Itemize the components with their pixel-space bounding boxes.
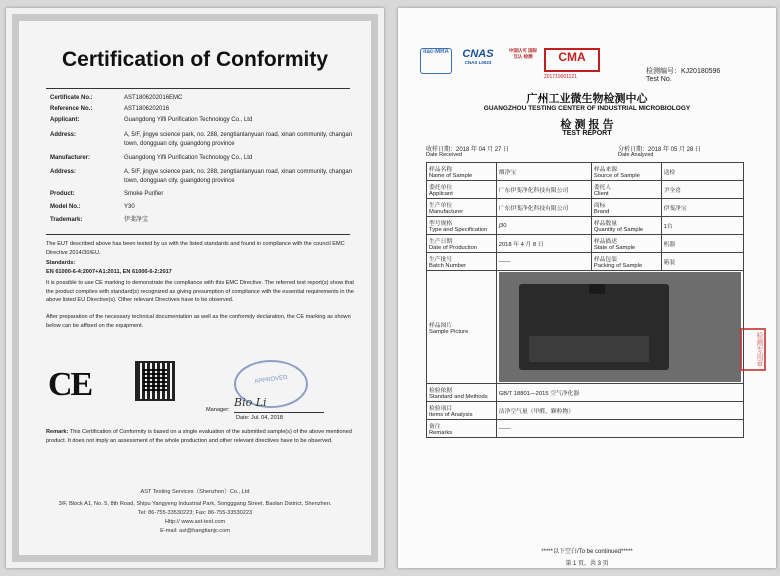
ilac-mra-logo-icon: ilac-MRA bbox=[420, 48, 452, 74]
to-be-continued: *****以下空白/To be continued***** bbox=[541, 549, 633, 555]
table-row: 检验项目 Items of Analysis 洁净空气量（甲醛、颗粒物） bbox=[427, 402, 744, 420]
test-no-label: Test No. bbox=[646, 76, 672, 83]
remark: Remark: This Certification of Conformity is based on a single evaluation of the submitted sample(s) of the above mentioned product. It does not imply an assessment of the whole production and other relevant directives have to be observed. bbox=[46, 429, 352, 444]
signature-date: Date: Jul. 04, 2018 bbox=[236, 415, 283, 421]
cma-logo-icon: CMA bbox=[544, 48, 600, 72]
field-reference-no: Reference No.: AST1806202016 bbox=[50, 106, 170, 112]
field-manufacturer: Manufacturer: Guangdong Yifli Purification Technology Co., Ltd bbox=[50, 155, 253, 161]
ce-marking-paragraph: It is possible to use CE marking to demonstrate the compliance with this EMC Directive. The referred test report(s) show that the product complies with standard(s) recognized as giving presumption of compliance with the essential requirements in the above listed EU Directive(s). Other relevant Directives have to be observed. bbox=[46, 280, 354, 304]
field-certificate-no: Certificate No.: AST1806202016EMC bbox=[50, 95, 183, 101]
page-number: 第 1 页，共 3 页 bbox=[565, 561, 609, 567]
date-analyzed: 分析日期：2018 年 05 月 28 日 bbox=[618, 147, 702, 153]
report-title-cn: 检 测 报 告 bbox=[560, 119, 614, 131]
org-name-en: GUANGZHOU TESTING CENTER OF INDUSTRIAL MICROBIOLOGY bbox=[483, 105, 691, 112]
signature-line bbox=[234, 412, 324, 413]
certificate-title: Certification of Conformity bbox=[62, 48, 328, 71]
footer-address: 3/F, Block A1, No. 5, 8th Road, Shipu Yangyeng Industrial Park, Songggang Street, Baolan District, Shenzhen. bbox=[58, 501, 332, 507]
cnas-logo-icon: CNAS CNAS L0023 bbox=[462, 48, 494, 65]
report-number: 检测编号：KJ20180596 bbox=[646, 68, 721, 75]
date-analyzed-en: Date Analyzed bbox=[618, 152, 654, 158]
footer-company: AST Testing Services（Shenzhon）Co., Ltd bbox=[140, 489, 250, 495]
standards-label: Standards: bbox=[46, 260, 76, 266]
documentation-paragraph: After preparation of the necessary technical documentation as well as the conformity declaration, the CE marking as shown below can be affixed on the equipment. bbox=[46, 314, 351, 329]
table-row: 型号规格 Type and Specification j30 样品数量 Quantity of Sample 1台 bbox=[427, 217, 744, 235]
field-applicant-address: Address: A, 5/F, jingye science park, no. 288, zengtianlanyuan road, xinan community, changan town, dongguan city, guangdong province bbox=[50, 132, 353, 147]
table-row: 生产批号 Batch Number —— 样品包装 Packing of Sample 箱装 bbox=[427, 253, 744, 271]
signature: Bio Li bbox=[234, 396, 267, 409]
field-model: Model No.: Y30 bbox=[50, 204, 135, 210]
manager-label: Manager: bbox=[206, 407, 230, 413]
divider bbox=[46, 234, 350, 235]
cnas-cn-label: 中国认可 国际互认 检测 bbox=[508, 48, 538, 59]
date-received-en: Date Received bbox=[426, 152, 463, 158]
field-product: Product: Smoke Purifier bbox=[50, 191, 164, 197]
table-row: 检验依据 Standard and Methods GB/T 18801—2015 空气净化器 bbox=[427, 384, 744, 402]
table-row: 备注 Remarks —— bbox=[427, 420, 744, 438]
footer-phone: Tel: 86-755-33530223; Fax: 86-755-33530223 bbox=[137, 510, 253, 516]
qr-code-icon bbox=[137, 363, 173, 399]
certificate-document bbox=[6, 8, 384, 568]
side-stamp-icon: 检测专用章 bbox=[740, 328, 766, 371]
table-row: 委托单位 Applicant 广东伊斐净化科技有限公司 委托人 Client 尹全喜 bbox=[427, 181, 744, 199]
footer-website: Http:// www.ast-test.com bbox=[164, 519, 226, 525]
table-row: 生产日期 Date of Production 2018 年 4 月 8 日 样品描述 State of Sample 机器 bbox=[427, 235, 744, 253]
org-name-cn: 广州工业微生物检测中心 bbox=[526, 93, 648, 105]
footer-email: E-mail: ast@hangtianjc.com bbox=[160, 528, 230, 534]
field-manufacturer-address: Address: A, 5/F, jingye science park, no. 288, zengtianlanyuan road, xinan community, changan town, dongguan city, guangdong province bbox=[50, 169, 353, 184]
approved-stamp-icon: APPROVED bbox=[234, 360, 308, 408]
table-row: 生产单位 Manufacturer 广东伊斐净化科技有限公司 商标 Brand 伊斐净宝 bbox=[427, 199, 744, 217]
report-title-en: TEST REPORT bbox=[562, 130, 612, 137]
field-trademark: Trademark: 伊斐净宝 bbox=[50, 217, 149, 223]
date-received: 收样日期：2018 年 04 月 27 日 bbox=[426, 147, 510, 153]
standards-list: EN 61000-6-4:2007+A1:2011, EN 61000-6-2:2017 bbox=[46, 269, 172, 275]
sample-info-table bbox=[426, 162, 744, 438]
compliance-statement: The EUT described above has been tested by us with the listed standards and found in compliance with the council EMC Directive 2014/30/EU. bbox=[46, 241, 345, 256]
field-applicant: Applicant: Guangdong Yifli Purification Technology Co., Ltd bbox=[50, 117, 253, 123]
test-report-document bbox=[398, 8, 776, 568]
cma-number: 201719001121 bbox=[544, 74, 577, 80]
sample-photo bbox=[499, 272, 741, 382]
table-row: 样品名称 Name of Sample 烟净宝 样品来源 Source of Sample 送检 bbox=[427, 163, 744, 181]
divider bbox=[46, 88, 350, 89]
sample-picture-row: 样品图片 Sample Picture bbox=[427, 271, 744, 384]
ce-mark: CE bbox=[48, 366, 92, 403]
air-purifier-image-icon bbox=[519, 284, 669, 370]
